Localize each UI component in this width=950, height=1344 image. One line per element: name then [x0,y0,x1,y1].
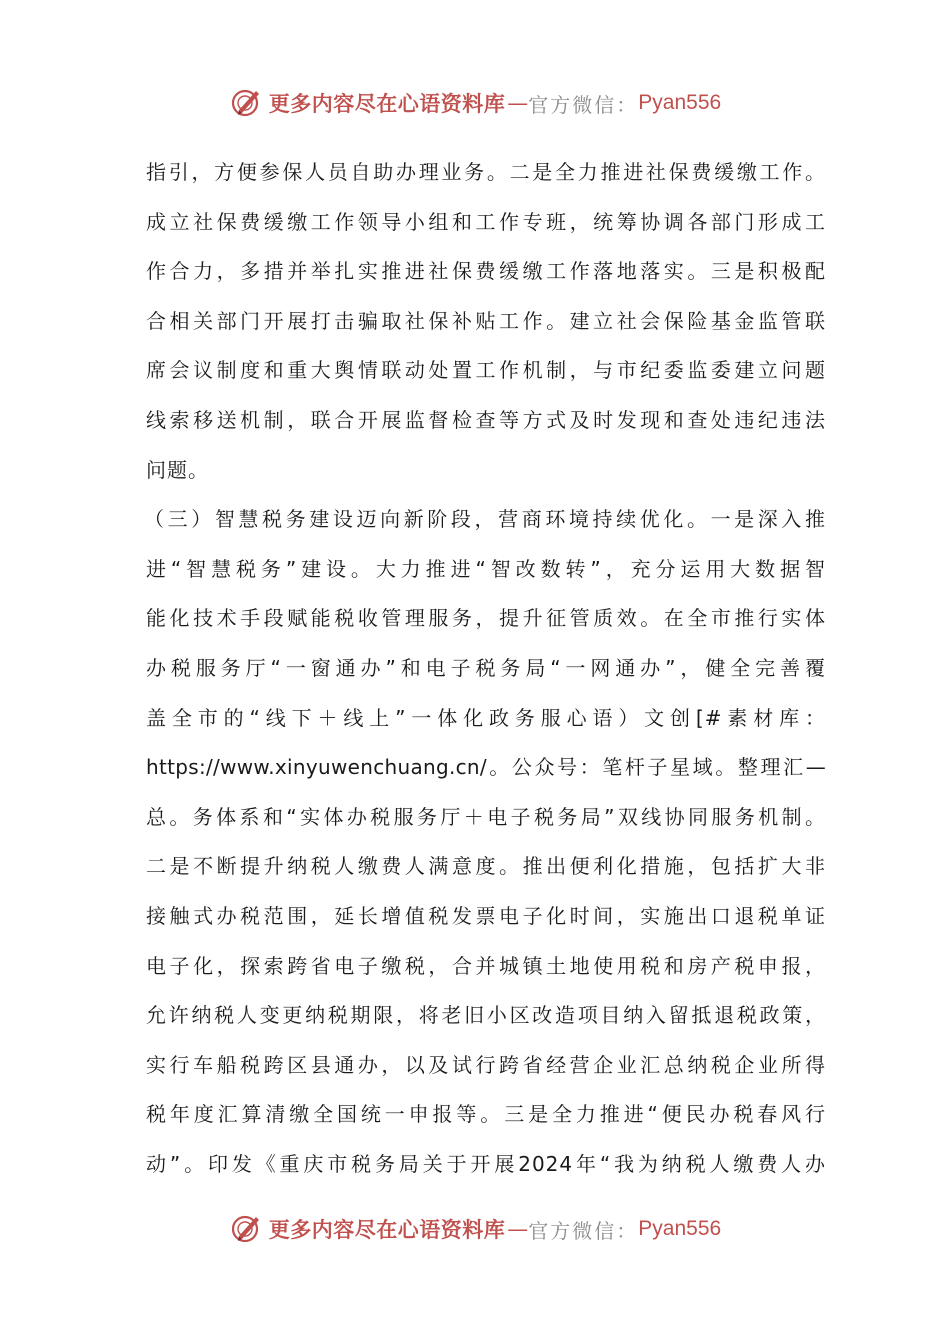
footer-site-name: 更多内容尽在心语资料库 [268,1217,506,1242]
body-line: 能化技术手段赋能税收管理服务，提升征管质效。在全市推行实体 [146,606,826,631]
header-dash: — [507,91,527,115]
body-line: 合相关部门开展打击骗取社保补贴工作。建立社会保险基金监管联 [146,308,826,333]
footer-dash: — [507,1217,527,1241]
pen-circle-logo-icon [229,86,263,120]
body-line-url: https://www.xinyuwenchuang.cn/。公众号：笔杆子星域。整理汇— [146,755,826,780]
body-line: 接触式办税范围，延长增值税发票电子化时间，实施出口退税单证 [146,903,826,928]
header-banner [0,83,950,123]
body-line: 作合力，多措并举扎实推进社保费缓缴工作落地落实。三是积极配 [146,259,826,284]
pen-circle-logo-icon [229,1212,263,1246]
body-line: 动”。印发《重庆市税务局关于开展2024年“我为纳税人缴费人办 [146,1151,826,1176]
header-wechat-id: Pyan556 [638,91,722,114]
header-site-name: 更多内容尽在心语资料库 [268,91,506,116]
body-line: 盖全市的“线下＋线上”一体化政务服心语）文创[#素材库： [146,705,826,730]
body-line: 税年度汇算清缴全国统一申报等。三是全力推进“便民办税春风行 [146,1102,826,1127]
footer-wechat-label: 官方微信： [528,1218,639,1243]
body-line: 进“智慧税务”建设。大力推进“智改数转”，充分运用大数据智 [146,556,826,581]
section-heading-line: （三）智慧税务建设迈向新阶段，营商环境持续优化。一是深入推 [144,507,826,532]
body-line: 电子化，探索跨省电子缴税，合并城镇土地使用税和房产税申报， [146,953,826,978]
body-line: 办税服务厅“一窗通办”和电子税务局“一网通办”，健全完善覆 [146,655,826,680]
footer-wechat-id: Pyan556 [638,1217,722,1240]
body-line: 席会议制度和重大舆情联动处置工作机制，与市纪委监委建立问题 [146,358,826,383]
body-line: 问题。 [146,457,209,482]
header-wechat-label: 官方微信： [528,92,639,117]
body-line: 实行车船税跨区县通办，以及试行跨省经营企业汇总纳税企业所得 [146,1052,826,1077]
body-line: 二是不断提升纳税人缴费人满意度。推出便利化措施，包括扩大非 [146,854,826,879]
body-line: 指引，方便参保人员自助办理业务。二是全力推进社保费缓缴工作。 [146,160,826,184]
body-line: 总。务体系和“实体办税服务厅＋电子税务局”双线协同服务机制。 [146,804,826,829]
body-line: 线索移送机制，联合开展监督检查等方式及时发现和查处违纪违法 [146,407,826,432]
body-line: 允许纳税人变更纳税期限，将老旧小区改造项目纳入留抵退税政策， [146,1003,826,1028]
footer-banner [0,1209,950,1249]
document-body [146,148,826,1189]
body-line: 成立社保费缓缴工作领导小组和工作专班，统筹协调各部门形成工 [146,209,826,234]
